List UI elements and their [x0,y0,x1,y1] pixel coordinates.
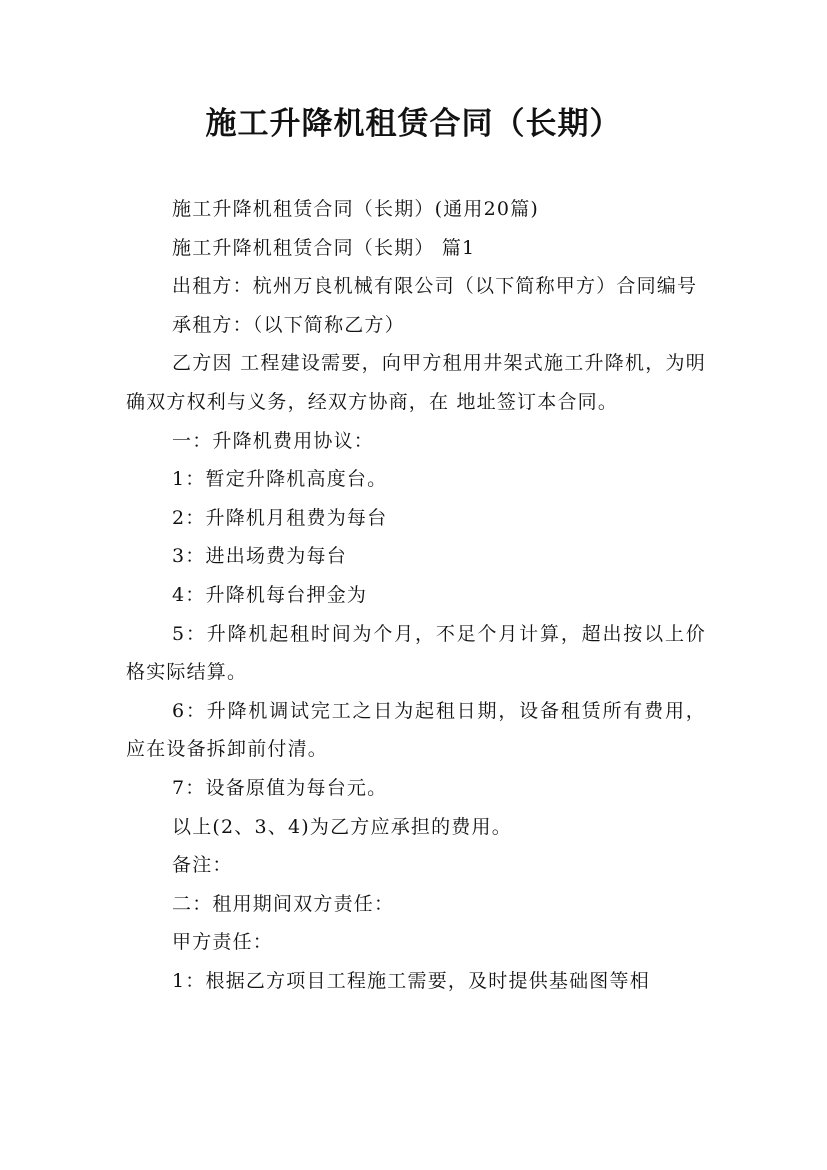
paragraph-fees-summary: 以上(2、3、4)为乙方应承担的费用。 [172,815,512,838]
paragraph-clause-4: 4：升降机每台押金为 [172,583,368,606]
paragraph-clause-3: 3：进出场费为每台 [172,545,347,568]
document-title: 施工升降机租赁合同（长期） [205,106,622,142]
paragraph-clause-7: 7：设备原值为每台元。 [172,776,388,799]
paragraph-clause-5: 5：升降机起租时间为个月，不足个月计算，超出按以上价格实际结算。 [126,622,706,684]
paragraph-section-one-heading: 一：升降机费用协议： [172,429,375,452]
paragraph-clause-2: 2：升降机月租费为每台 [172,506,388,529]
paragraph-section-two-heading: 二：租用期间双方责任： [172,892,395,915]
paragraph-lessor: 出租方：杭州万良机械有限公司（以下简称甲方）合同编号 [172,275,698,298]
document-body [126,190,706,1000]
paragraph-party-a-clause-1: 1：根据乙方项目工程施工需要，及时提供基础图等相 [172,969,650,992]
paragraph-clause-1: 1：暂定升降机高度台。 [172,468,388,491]
paragraph-lessee: 承租方：（以下简称乙方） [172,313,405,336]
paragraph-collection-title: 施工升降机租赁合同（长期）(通用20篇) [172,198,540,220]
paragraph-part-heading: 施工升降机租赁合同（长期） 篇1 [172,236,476,259]
paragraph-clause-6: 6：升降机调试完工之日为起租日期，设备租赁所有费用，应在设备拆卸前付清。 [126,699,706,761]
paragraph-party-a-duties: 甲方责任： [172,931,274,954]
paragraph-purpose: 乙方因 工程建设需要，向甲方租用井架式施工升降机，为明确双方权利与义务，经双方协商，在 地址签订本合同。 [126,352,706,413]
paragraph-remarks: 备注： [172,854,233,877]
